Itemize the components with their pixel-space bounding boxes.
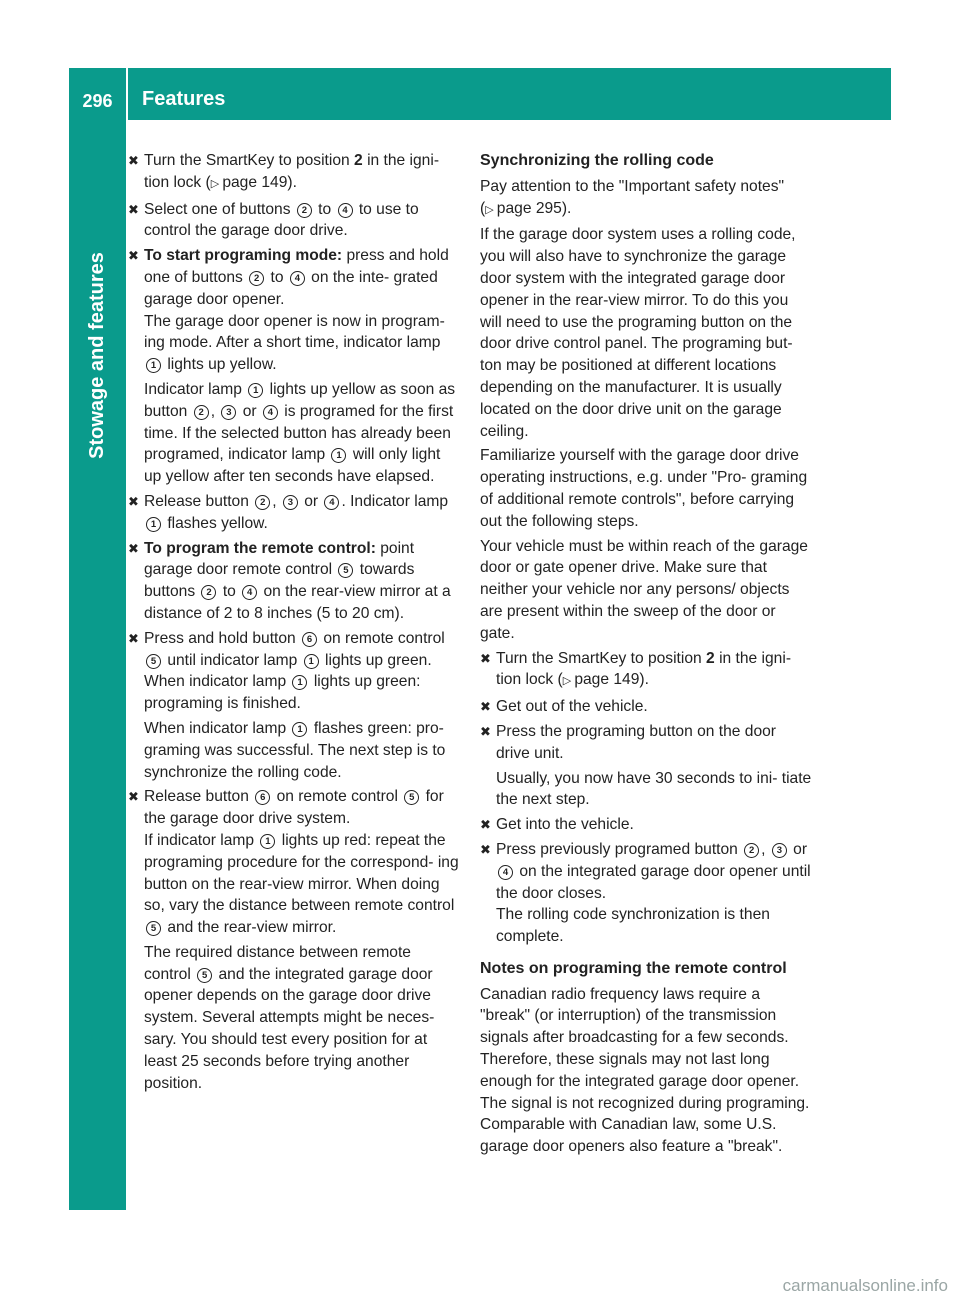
callout-number: 2 xyxy=(249,271,264,286)
text-span: to xyxy=(266,268,288,286)
callout-number: 4 xyxy=(263,405,278,420)
text-span: When indicator lamp xyxy=(144,673,291,691)
paragraph: Canadian radio frequency laws require a "break" (or interruption) of the transmission signals after broadcasting for a few seconds. Therefore, these signals may not last long enough for the integrated garage door opener. The signal is not recognized during programing. Comparable with Canadian law, some U.S. garage door openers also feature a "break". xyxy=(480,985,810,1156)
text-span: on remote control xyxy=(319,629,445,647)
callout-number: 5 xyxy=(197,968,212,983)
text-span: , xyxy=(761,840,770,858)
text-span: or xyxy=(299,492,323,510)
callout-number: 4 xyxy=(338,203,353,218)
text-span: to use to control the garage door drive. xyxy=(144,200,419,240)
text-span: flashes green: pro- graming was successful. The next step is to synchronize the rolling code. xyxy=(144,719,446,781)
text-span: The rolling code synchronization is then complete. xyxy=(496,906,770,946)
callout-number: 3 xyxy=(283,495,298,510)
text-span: until indicator lamp xyxy=(163,651,302,669)
page-reference[interactable]: page 149 xyxy=(222,173,288,191)
text-span: lights up yellow as soon as button xyxy=(144,380,456,420)
text-span: If indicator lamp xyxy=(144,831,259,849)
header-divider xyxy=(126,68,128,120)
text-span: Press the programing button on the door drive unit. xyxy=(496,722,776,762)
text-span: , xyxy=(210,402,220,420)
text-span: To start programing mode: xyxy=(144,247,343,265)
text-span: for the garage door drive system. xyxy=(144,788,444,828)
arrow-right-icon: ✖ xyxy=(128,540,139,556)
callout-number: 1 xyxy=(146,358,161,373)
text-span: , xyxy=(272,492,281,510)
paragraph: If the garage door system uses a rolling code, you will also have to synchronize the garage door system with the integrated garage door opener in the rear-view mirror. To do this you will need to use the programing button on the door drive control panel. The programing but- ton may be positioned at different locations depending on the manufacturer. It is usually located on the door drive unit on the garage ceiling. xyxy=(480,226,796,440)
text-span: on the rear-view mirror at a distance of 2 to 8 inches (5 to 20 cm). xyxy=(144,583,451,622)
paragraph: Familiarize yourself with the garage door drive operating instructions, e.g. under "Pro- graming of additional remote controls", before carrying out the following steps. xyxy=(480,447,808,530)
callout-number: 1 xyxy=(292,675,307,690)
instruction-step xyxy=(128,786,460,1094)
text-span: 2 xyxy=(706,649,715,667)
text-span: press and hold one of buttons xyxy=(144,247,449,286)
text-span: The garage door opener is now in program- ing mode. After a short time, indicator lamp xyxy=(144,312,445,352)
callout-number: 6 xyxy=(302,632,317,647)
right-column xyxy=(480,150,813,1161)
instruction-step xyxy=(480,721,813,811)
callout-number: 4 xyxy=(498,865,513,880)
instruction-step xyxy=(480,839,813,948)
callout-number: 2 xyxy=(744,843,759,858)
text-span: Turn the SmartKey to position xyxy=(496,649,707,667)
step-note xyxy=(144,379,460,488)
callout-number: 3 xyxy=(772,843,787,858)
text-span: or xyxy=(788,840,808,858)
instruction-step xyxy=(128,491,460,535)
callout-number: 6 xyxy=(255,790,270,805)
text-span: is programed for the first time. If the selected button has already been programed, indicator lamp xyxy=(144,402,454,464)
callout-number: 1 xyxy=(292,722,307,737)
text-span: Indicator lamp xyxy=(144,380,247,398)
text-span: towards buttons xyxy=(144,561,415,601)
triangle-right-icon: ▷ xyxy=(210,177,220,190)
text-span: ). xyxy=(287,173,297,191)
side-tab xyxy=(69,120,126,1210)
triangle-right-icon: ▷ xyxy=(485,203,494,216)
paragraph: Your vehicle must be within reach of the garage door or gate opener drive. Make sure that neither your vehicle nor any persons/ objects are present within the sweep of the door or gate. xyxy=(480,537,808,642)
step-note xyxy=(144,942,460,1095)
text-span: point garage door remote control xyxy=(144,539,415,579)
page-title: Features xyxy=(142,88,226,110)
callout-number: 5 xyxy=(146,921,161,936)
callout-number: 1 xyxy=(331,448,346,463)
text-span: Release button xyxy=(144,788,254,806)
arrow-right-icon: ✖ xyxy=(128,789,139,805)
callout-number: 5 xyxy=(146,654,161,669)
text-span: Get into the vehicle. xyxy=(496,816,634,834)
arrow-right-icon: ✖ xyxy=(480,817,491,833)
instruction-step xyxy=(480,814,813,836)
text-span: ). xyxy=(561,199,572,217)
text-span: on the integrated garage door opener until the door closes. xyxy=(496,862,811,902)
arrow-right-icon: ✖ xyxy=(480,650,491,666)
instruction-step xyxy=(128,199,460,243)
text-span: lights up yellow. xyxy=(163,356,277,374)
arrow-right-icon: ✖ xyxy=(480,723,491,739)
text-span: lights up red: repeat the programing procedure for the correspond- ing button on the rear-view mirror. When doing so, vary the distance between remote control xyxy=(144,831,459,915)
instruction-step xyxy=(480,648,813,694)
section-heading: Notes on programing the remote control xyxy=(480,959,787,977)
section-label: Stowage and features xyxy=(86,251,108,459)
page-reference[interactable]: page 295 xyxy=(496,199,562,217)
watermark: carmanualsonline.info xyxy=(782,1276,948,1295)
text-span: to xyxy=(218,583,241,601)
text-span: Get out of the vehicle. xyxy=(496,698,648,716)
instruction-step xyxy=(128,150,460,196)
triangle-right-icon: ▷ xyxy=(562,675,572,688)
text-span: in the igni- tion lock ( xyxy=(496,649,792,689)
arrow-right-icon: ✖ xyxy=(128,248,139,264)
arrow-right-icon: ✖ xyxy=(480,699,491,715)
callout-number: 5 xyxy=(338,563,353,578)
instruction-step xyxy=(128,628,460,784)
instruction-step xyxy=(128,538,460,625)
callout-number: 1 xyxy=(260,834,275,849)
arrow-right-icon: ✖ xyxy=(128,201,139,217)
text-span: 2 xyxy=(354,152,363,169)
callout-number: 4 xyxy=(242,585,257,600)
arrow-right-icon: ✖ xyxy=(480,841,491,857)
arrow-right-icon: ✖ xyxy=(128,630,139,646)
text-span: To program the remote control: xyxy=(144,539,376,557)
text-span: in the igni- tion lock ( xyxy=(144,152,440,191)
text-span: will only light up yellow after ten seconds have elapsed. xyxy=(144,446,441,486)
text-span: Press previously programed button xyxy=(496,840,743,858)
text-span: Select one of buttons xyxy=(144,200,295,218)
text-span: lights up green. xyxy=(320,651,432,669)
callout-number: 1 xyxy=(248,383,263,398)
page-number: 296 xyxy=(82,91,113,111)
instruction-step xyxy=(128,245,460,488)
step-note xyxy=(144,718,460,783)
text-span: to xyxy=(313,200,336,218)
callout-number: 2 xyxy=(194,405,209,420)
instruction-step xyxy=(480,696,813,718)
left-column xyxy=(128,150,460,1097)
text-span: Pay attention to the "Important safety notes" ( xyxy=(480,177,785,217)
text-span: and the integrated garage door opener depends on the garage door drive system. Several attempts might be neces- sary. You should test every position for at least 25 seconds before trying another position. xyxy=(144,965,435,1092)
text-span: The required distance between remote control xyxy=(144,943,411,983)
text-span: Release button xyxy=(144,492,254,510)
text-span: When indicator lamp xyxy=(144,719,291,737)
text-span: . Indicator lamp xyxy=(341,492,449,510)
text-span: Turn the SmartKey to position xyxy=(144,152,355,169)
callout-number: 2 xyxy=(201,585,216,600)
text-span: ). xyxy=(639,671,649,689)
text-span: on remote control xyxy=(272,788,403,806)
text-span: on the inte- grated garage door opener. xyxy=(144,268,438,308)
callout-number: 2 xyxy=(255,495,270,510)
section-heading: Synchronizing the rolling code xyxy=(480,152,714,169)
arrow-right-icon: ✖ xyxy=(128,153,139,168)
text-span: flashes yellow. xyxy=(163,514,268,532)
callout-number: 4 xyxy=(324,495,339,510)
text-span: Press and hold button xyxy=(144,629,301,647)
text-span: Usually, you now have 30 seconds to ini- tiate the next step. xyxy=(496,769,812,809)
text-span: and the rear-view mirror. xyxy=(163,919,337,937)
callout-number: 1 xyxy=(146,517,161,532)
arrow-right-icon: ✖ xyxy=(128,493,139,509)
callout-number: 4 xyxy=(290,271,305,286)
text-span: or xyxy=(238,402,261,420)
text-span: lights up green: programing is finished. xyxy=(144,673,421,713)
page-reference[interactable]: page 149 xyxy=(574,671,640,689)
callout-number: 5 xyxy=(404,790,419,805)
callout-number: 2 xyxy=(297,203,312,218)
callout-number: 3 xyxy=(221,405,236,420)
callout-number: 1 xyxy=(304,654,319,669)
paragraph xyxy=(480,176,813,222)
